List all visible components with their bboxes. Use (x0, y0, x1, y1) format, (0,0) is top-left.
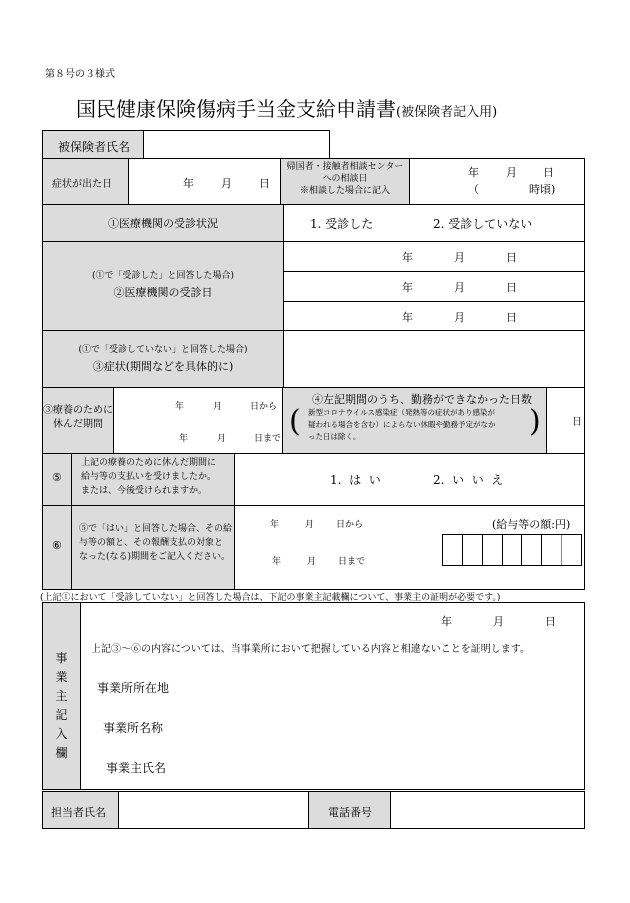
q6-question (79, 522, 232, 564)
employer-side-label (43, 649, 80, 763)
insured-name-label-cell (42, 130, 144, 159)
onset-label: 症状が出た日 (52, 179, 112, 190)
q6-from-day: 日から (336, 520, 364, 530)
q4-days-title: ④左記期間のうち、勤務ができなかった日数 (312, 393, 532, 406)
q4-label (43, 404, 113, 432)
q2-label (43, 268, 283, 300)
q4-to-day: 日まで (254, 434, 282, 444)
q6-from-month: 月 (305, 520, 315, 530)
q3-symptom-field[interactable] (284, 331, 584, 387)
onset-date-field[interactable] (129, 159, 280, 204)
q5-option-yes[interactable]: 1. は い (330, 473, 381, 487)
consult-month: 月 (506, 166, 517, 179)
consult-year: 年 (468, 166, 479, 179)
employer-address-label: 事業所所在地 (97, 681, 170, 695)
q5-option-no[interactable]: 2. い い え (433, 473, 504, 487)
q6-text-line3: なった(なる)期間をご記入ください。 (79, 552, 231, 562)
q2-date1-day: 日 (506, 251, 517, 264)
q1-option-visited[interactable]: 1. 受診した (310, 217, 374, 231)
q6-number: ⑥ (52, 539, 62, 552)
amount-digit-box[interactable] (483, 535, 503, 565)
amount-digit-box[interactable] (562, 535, 581, 565)
consult-paren: （ (468, 183, 479, 196)
q4-note-line3: った日は除く。 (308, 432, 361, 441)
employer-date-day: 日 (545, 615, 556, 628)
amount-digit-box[interactable] (443, 535, 463, 565)
staff-name-field[interactable] (119, 792, 308, 828)
q4-from-year: 年 (175, 402, 185, 412)
q2-date2-year: 年 (402, 281, 413, 294)
consult-center-line1: 帰国者・接触者相談センター (286, 162, 404, 172)
amount-digit-box[interactable] (542, 535, 562, 565)
q4-label-line1: ③療養のために (43, 405, 113, 416)
q1-label: ①医療機関の受診状況 (108, 217, 218, 230)
consult-center-label (281, 161, 409, 197)
q2-date3-month: 月 (454, 311, 465, 324)
form-number: 第８号の３様式 (45, 69, 115, 80)
q6-to-year: 年 (272, 557, 282, 567)
onset-month: 月 (221, 177, 232, 190)
q6-to-month: 月 (307, 557, 317, 567)
page-title (76, 93, 497, 122)
q3-label-line1: (①で「受診していない」と回答した場合) (78, 345, 248, 355)
side-char: 主 (55, 689, 68, 703)
employer-certify-text: 上記③～⑥の内容については、当事業所において把握している内容と相違ないことを証明します。 (91, 644, 530, 655)
employer-date-year: 年 (441, 615, 452, 628)
employer-name-field[interactable] (180, 712, 575, 738)
employer-owner-label: 事業主氏名 (106, 761, 167, 775)
q4-period-field[interactable] (114, 388, 282, 453)
q4-note-line1: 新型コロナウイルス感染症（発熱等の症状があり感染が (308, 408, 496, 417)
consult-time: 時頃) (529, 183, 556, 196)
amount-digit-box[interactable] (463, 535, 483, 565)
phone-label: 電話番号 (328, 806, 372, 819)
consult-center-line3: ※相談した場合に記入 (299, 186, 390, 196)
q4-days-unit: 日 (572, 417, 582, 428)
q6-text-line1: ⑤で「はい」と回答した場合、その給 (79, 524, 233, 534)
q4-note-bracket-left: ( (289, 404, 301, 439)
consult-day: 日 (543, 166, 554, 179)
q4-note-bracket-right: ) (529, 404, 541, 439)
q4-from-day: 日から (250, 402, 278, 412)
staff-name-label: 担当者氏名 (51, 806, 106, 819)
q4-from-month: 月 (213, 402, 223, 412)
insured-name-field[interactable] (143, 130, 330, 159)
employer-address-field[interactable] (180, 672, 575, 698)
q6-amount-boxes[interactable] (442, 534, 582, 566)
q2-date3-year: 年 (402, 311, 413, 324)
q1-option-not-visited[interactable]: 2. 受診していない (433, 217, 533, 231)
q2-label-line2: ②医療機関の受診日 (113, 286, 213, 299)
q2-date-row-1[interactable] (284, 242, 584, 271)
q5-number: ⑤ (52, 471, 62, 484)
side-char: 記 (55, 708, 68, 722)
q5-text-line1: 上記の療養のために休んだ期間に (81, 458, 217, 468)
q2-date3-day: 日 (506, 311, 517, 324)
q2-date1-year: 年 (402, 251, 413, 264)
side-char: 欄 (55, 746, 68, 760)
q6-text-line2: 与等の額と、その報酬支払の対象と (79, 538, 224, 548)
amount-digit-box[interactable] (503, 535, 523, 565)
q2-date2-month: 月 (454, 281, 465, 294)
q4-note-line2: 疑われる場合を含む）によらない休暇や勤務予定がなか (308, 420, 496, 429)
q5-text-line3: または、今後受けられますか。 (81, 486, 208, 496)
q2-date-row-3[interactable] (284, 302, 584, 330)
q2-date-row-2[interactable] (284, 272, 584, 301)
employer-note: (上記①において「受診していない」と回答した場合は、下記の事業主記載欄について、事業主の証明が必要です。) (40, 593, 501, 603)
q2-label-line1: (①で「受診した」と回答した場合) (91, 271, 235, 281)
q4-to-month: 月 (217, 434, 227, 444)
employer-date-month: 月 (493, 615, 504, 628)
q3-label-line2: ③症状(期間などを具体的に) (92, 360, 234, 373)
q6-period-field[interactable] (235, 506, 435, 589)
q2-date2-day: 日 (506, 281, 517, 294)
q4-days-note (289, 404, 539, 444)
consult-center-line2: への相談日 (322, 174, 368, 184)
q6-from-year: 年 (270, 520, 280, 530)
employer-owner-field[interactable] (180, 752, 575, 778)
q4-label-line2: 休んだ期間 (53, 419, 103, 430)
title-sub: (被保険者記入用) (396, 105, 498, 120)
q4-days-field[interactable] (547, 388, 584, 453)
onset-day: 日 (259, 177, 270, 190)
side-char: 入 (55, 727, 68, 741)
q5-text-line2: 給与等の支払いを受けましたか。 (81, 472, 217, 482)
side-char: 業 (55, 670, 68, 684)
q6-amount-label: (給与等の額:円) (492, 518, 571, 531)
q3-label (43, 342, 283, 374)
insured-name-label: 被保険者氏名 (58, 140, 131, 154)
q2-date1-month: 月 (454, 251, 465, 264)
consult-date-field[interactable] (410, 159, 584, 204)
phone-field[interactable] (391, 792, 584, 828)
q4-to-year: 年 (179, 434, 189, 444)
q6-to-day: 日まで (338, 557, 366, 567)
title-main: 国民健康保険傷病手当金支給申請書 (76, 97, 396, 121)
side-char: 事 (55, 651, 68, 665)
employer-name-label: 事業所名称 (103, 721, 164, 735)
amount-digit-box[interactable] (522, 535, 542, 565)
onset-year: 年 (183, 177, 194, 190)
q5-question (81, 456, 216, 498)
